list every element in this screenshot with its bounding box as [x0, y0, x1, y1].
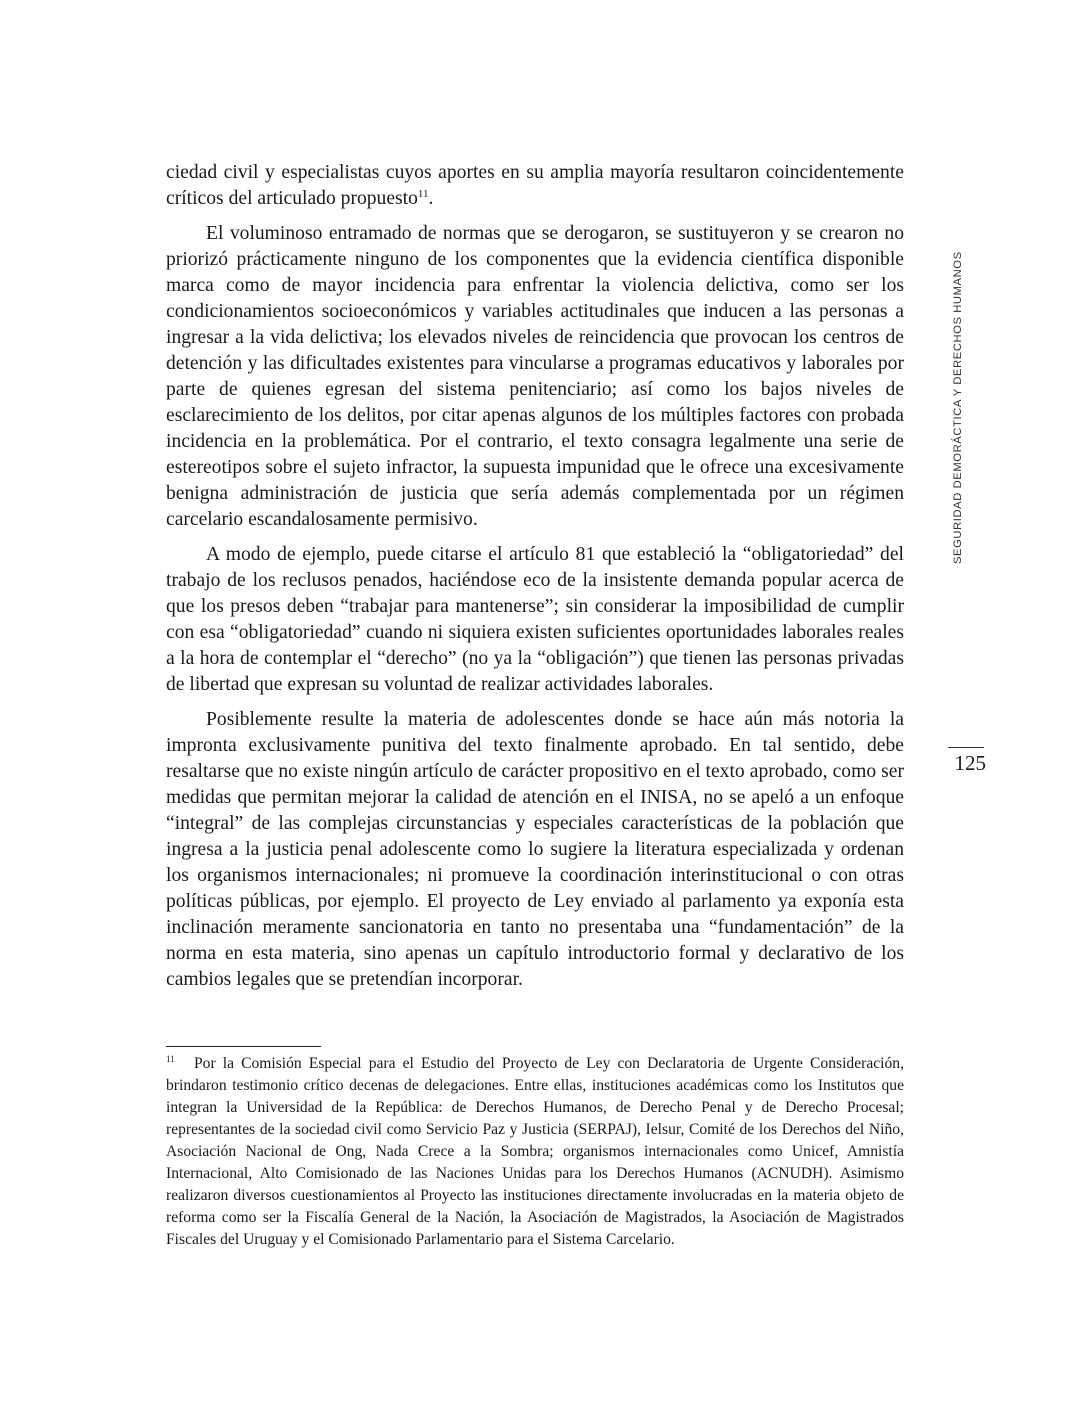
running-header-text: SEGURIDAD DEMORÁCTICA Y DERECHOS HUMANOS	[952, 251, 964, 564]
page-number-rule	[948, 747, 984, 748]
footnote-separator	[166, 1046, 321, 1047]
running-header	[952, 246, 968, 566]
footnote: 11 Por la Comisión Especial para el Estudio del Proyecto de Ley con Declaratoria de Urgente Consideración, brindaron testimonio crítico decenas de delegaciones. Entre ellas, instituciones académicas como los Institutos que integran la Universidad de la República: de Derechos Humanos, de Derecho Penal y de Derecho Procesal; representantes de la sociedad civil como Servicio Paz y Justicia (SERPAJ), Ielsur, Comité de los Derechos del Niño, Asociación Nacional de Ong, Nada Crece a la Sombra; organismos internacionales como Unicef, Amnistía Internacional, Alto Comisionado de las Naciones Unidas para los Derechos Humanos (ACNUDH). Asimismo realizaron diversos cuestionamientos al Proyecto las instituciones directamente involucradas en la materia objeto de reforma como ser la Fiscalía General de la Nación, la Asociación de Magistrados, la Asociación de Magistrados Fiscales del Uruguay y el Comisionado Parlamentario para el Sistema Carcelario.	[166, 1054, 904, 1248]
paragraph: Posiblemente resulte la materia de adolescentes donde se hace aún más notoria la impronta exclusivamente punitiva del texto finalmente aprobado. En tal sentido, debe resaltarse que no existe ningún artículo de carácter propositivo en el texto aprobado, como ser medidas que permitan mejorar la calidad de atención en el INISA, no se apeló a un enfoque “integral” de las complejas circunstancias y especiales características de la población que ingresa a la justicia penal adolescente como lo sugiere la literatura especializada y ordenan los organismos internacionales; ni promueve la coordinación interinstitucional o con otras políticas públicas, por ejemplo. El proyecto de Ley enviado al parlamento ya exponía esta inclinación meramente sancionatoria en tanto no presentaba una “fundamentación” de la norma en esta materia, sino apenas un capítulo introductorio formal y declarativo de los cambios legales que se pretendían incorporar.	[166, 709, 904, 990]
page-number: 125	[954, 751, 986, 775]
footnote-reference: 11	[417, 188, 429, 200]
paragraph-continued	[166, 160, 904, 212]
paragraph-tail: .	[428, 188, 434, 209]
paragraph: A modo de ejemplo, puede citarse el artículo 81 que estableció la “obligatoriedad” del trabajo de los reclusos penados, haciéndose eco de la insistente demanda popular acerca de que los presos deben “trabajar para mantenerse”; sin considerar la imposibilidad de cumplir con esa “obligatoriedad” cuando ni siquiera existen suficientes oportunidades laborales reales a la hora de contemplar el “derecho” (no ya la “obligación”) que tienen las personas privadas de libertad que expresan su voluntad de realizar actividades laborales.	[166, 544, 904, 695]
paragraph-text: ciedad civil y especialistas cuyos aportes en su amplia mayoría resultaron coincidentemente críticos del articulado propuesto	[166, 162, 904, 209]
main-text	[166, 160, 904, 1002]
paragraph: El voluminoso entramado de normas que se derogaron, se sustituyeron y se crearon no priorizó prácticamente ninguno de los componentes que la evidencia científica disponible marca como de mayor incidencia para enfrentar la violencia delictiva, como ser los condicionamientos socioeconómicos y variables actitudinales que inducen a las personas a ingresar a la vida delictiva; los elevados niveles de reincidencia que provocan los centros de detención y las dificultades existentes para vincularse a programas educativos y laborales por parte de quienes egresan del sistema penitenciario; así como los bajos niveles de esclarecimiento de los delitos, por citar apenas algunos de los múltiples factores con probada incidencia en la problemática. Por el contrario, el texto consagra legalmente una serie de estereotipos sobre el sujeto infractor, la supuesta impunidad que le ofrece una excesivamente benigna administración de justicia que sería además complementada por un régimen carcelario escandalosamente permisivo.	[166, 223, 904, 530]
footnote-text: Por la Comisión Especial para el Estudio del Proyecto de Ley con Declaratoria de Urgente Consideración, brindaron testimonio crítico decenas de delegaciones. Entre ellas, instituciones académicas como los Institutos que integran la Universidad de la República: de Derechos Humanos, de Derecho Penal y de Derecho Procesal; representantes de la sociedad civil como Servicio Paz y Justicia (SERPAJ), Ielsur, Comité de los Derechos del Niño, Asociación Nacional de Ong, Nada Crece a la Sombra; organismos internacionales como Unicef, Amnistía Internacional, Alto Comisionado de las Naciones Unidas para los Derechos Humanos (ACNUDH). Asimismo realizaron diversos cuestionamientos al Proyecto las instituciones directamente involucradas en la materia objeto de reforma como ser la Fiscalía General de la Nación, la Asociación de Magistrados, la Asociación de Magistrados Fiscales del Uruguay y el Comisionado Parlamentario para el Sistema Carcelario.	[166, 1055, 904, 1248]
